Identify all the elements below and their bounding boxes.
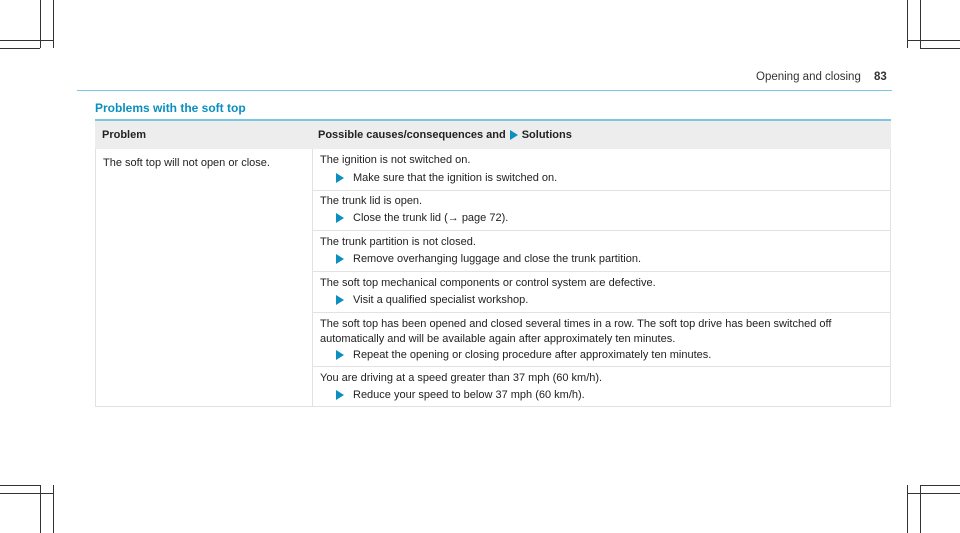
section-title: Problems with the soft top xyxy=(95,101,246,115)
solution-text: Close the trunk lid (→ page 72). xyxy=(353,212,509,224)
crop-mark xyxy=(53,485,54,533)
arrow-right-icon xyxy=(336,350,344,360)
solution-item xyxy=(336,349,711,361)
column-header-solutions-label: Possible causes/consequences and xyxy=(318,129,506,141)
solution-item xyxy=(336,172,557,184)
crop-mark xyxy=(920,48,960,49)
page-number: 83 xyxy=(874,71,887,83)
crop-mark xyxy=(0,48,40,49)
column-header-solutions xyxy=(318,129,572,141)
cause-text: The soft top has been opened and closed several times in a row. The soft top drive has been switched off xyxy=(320,318,832,330)
solution-text: Remove overhanging luggage and close the trunk partition. xyxy=(353,253,642,265)
crop-mark xyxy=(907,493,960,494)
running-header-section: Opening and closing xyxy=(756,71,861,83)
crop-mark xyxy=(920,485,960,486)
cause-text: The trunk lid is open. xyxy=(320,195,423,207)
arrow-right-icon xyxy=(510,130,518,140)
row-separator xyxy=(313,312,891,313)
arrow-right-icon xyxy=(336,295,344,305)
arrow-right-icon xyxy=(336,254,344,264)
solution-text: Repeat the opening or closing procedure after approximately ten minutes. xyxy=(353,349,712,361)
crop-mark xyxy=(907,40,960,41)
cause-text: You are driving at a speed greater than 37 mph (60 km/h). xyxy=(320,372,603,384)
cause-text-continued: automatically and will be available again after approximately ten minutes. xyxy=(320,333,676,345)
row-separator xyxy=(313,190,891,191)
solution-item xyxy=(336,294,528,306)
arrow-right-icon xyxy=(336,173,344,183)
row-separator xyxy=(313,230,891,231)
crop-mark xyxy=(0,40,53,41)
crop-mark xyxy=(0,493,53,494)
problem-cell: The soft top will not open or close. xyxy=(103,157,270,169)
arrow-right-icon xyxy=(336,213,344,223)
crop-mark xyxy=(53,0,54,48)
row-separator xyxy=(313,366,891,367)
crop-mark xyxy=(0,485,40,486)
table-header xyxy=(95,121,891,149)
solution-item xyxy=(336,389,585,401)
row-separator xyxy=(313,271,891,272)
cause-text: The ignition is not switched on. xyxy=(320,154,471,166)
solution-text: Make sure that the ignition is switched on. xyxy=(353,172,558,184)
solution-item xyxy=(336,212,508,224)
column-header-solutions-suffix: Solutions xyxy=(521,129,572,141)
solution-item xyxy=(336,253,641,265)
header-rule xyxy=(77,90,892,91)
column-divider xyxy=(312,149,313,407)
solution-text: Reduce your speed to below 37 mph (60 km/h). xyxy=(353,389,585,401)
cause-text: The soft top mechanical components or control system are defective. xyxy=(320,277,656,289)
cause-text: The trunk partition is not closed. xyxy=(320,236,476,248)
column-header-problem: Problem xyxy=(102,129,147,141)
solution-text: Visit a qualified specialist workshop. xyxy=(353,294,529,306)
arrow-right-icon xyxy=(336,390,344,400)
